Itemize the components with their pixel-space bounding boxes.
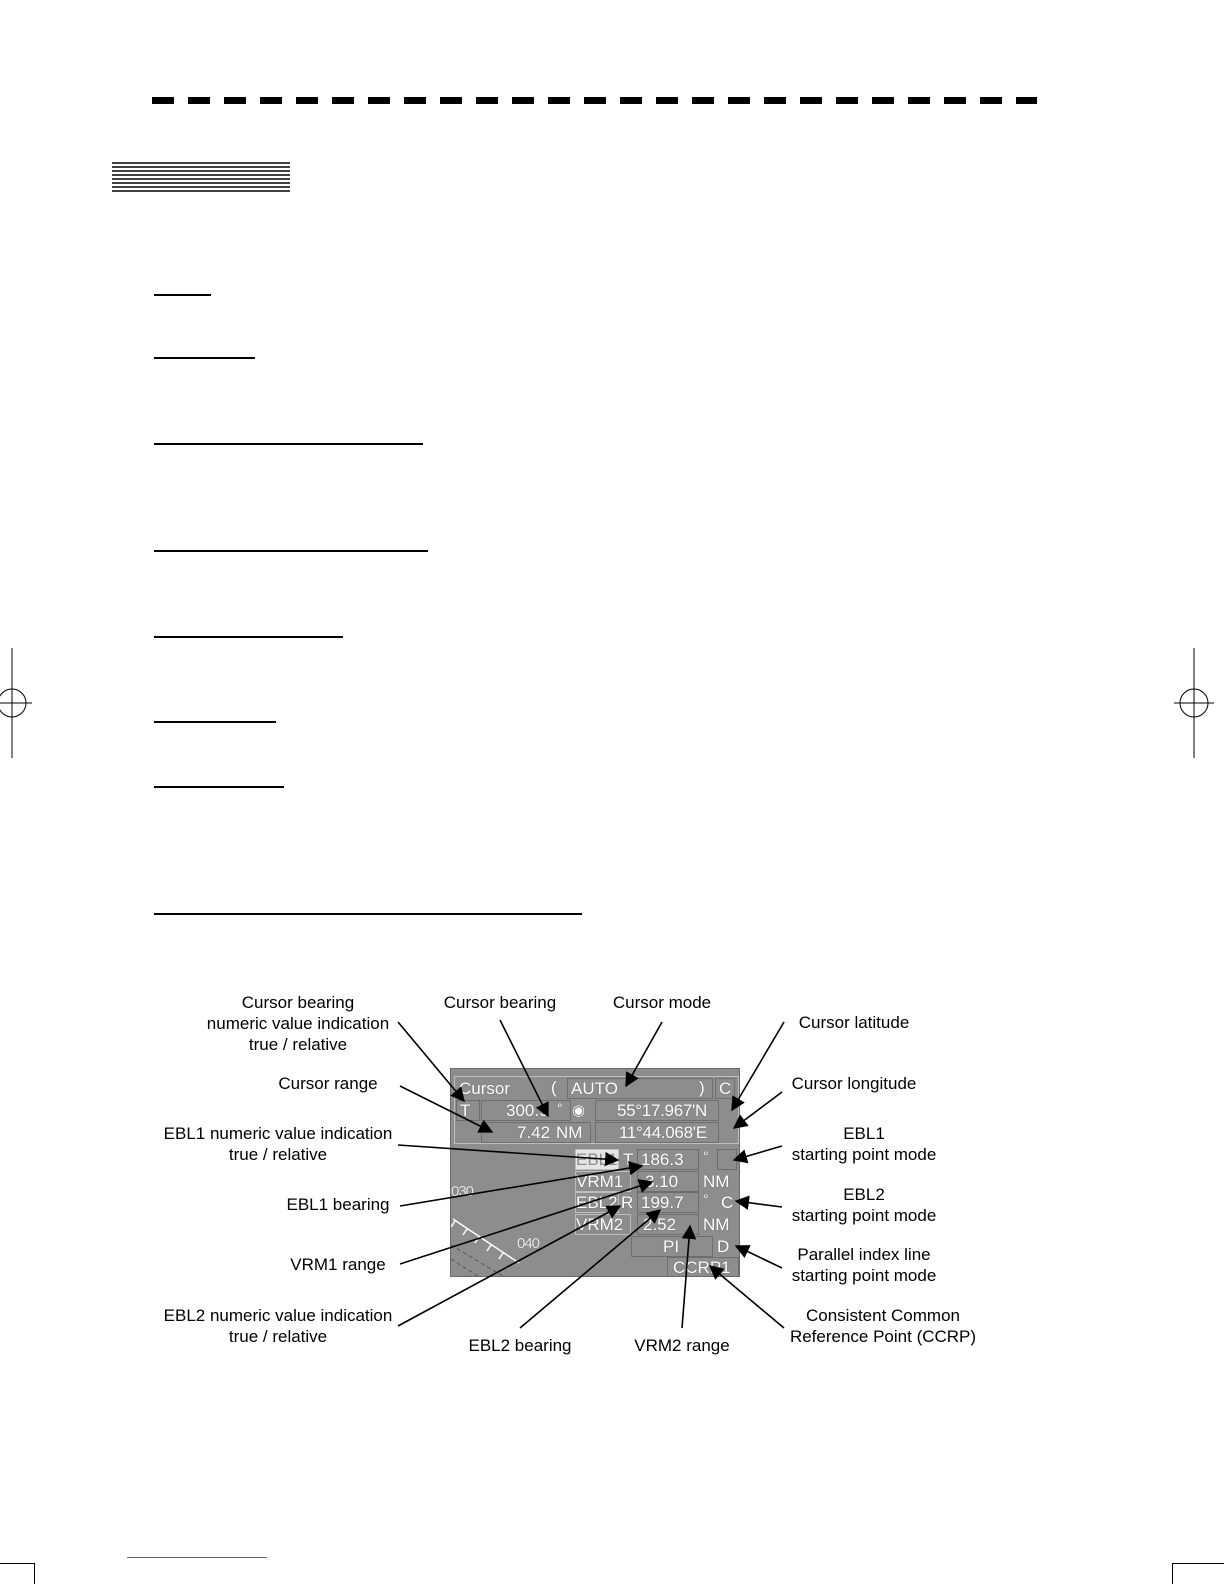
arrow-ebl1-tr [398,1145,618,1160]
ebl2-degree: ° [703,1191,709,1207]
arrow-ccrp [710,1266,784,1328]
label-ebl1-true-relative: EBL1 numeric value indication true / relative [163,1124,393,1164]
label-cursor-longitude: Cursor longitude [791,1074,917,1093]
arrow-pi-start [736,1246,782,1268]
arrow-cursor-longitude [734,1092,782,1128]
cursor-label: Cursor [459,1079,511,1098]
vrm1-unit: NM [703,1172,730,1191]
arrow-vrm2-range [682,1226,690,1328]
label-ebl1-start-mode: EBL1 starting point mode [791,1124,937,1164]
ebl1-value: 186.3 [641,1150,684,1169]
label-ebl2-true-relative: EBL2 numeric value indication true / relative [163,1306,393,1346]
footer-rule [127,1557,267,1558]
ebl1-tr[interactable]: T [623,1150,634,1169]
pi-start-flag[interactable]: D [717,1237,730,1256]
cursor-longitude: 11°44.068'E [619,1123,707,1142]
cursor-bearing-degree: ° [557,1100,563,1116]
label-ebl2-bearing: EBL2 bearing [468,1336,572,1355]
label-vrm2-range: VRM2 range [634,1336,730,1355]
vrm1-label: VRM1 [576,1172,624,1191]
label-vrm1-range: VRM1 range [290,1255,386,1274]
arrow-ebl1-start [734,1146,782,1160]
pi-label: PI [663,1237,680,1256]
ebl2-start-flag[interactable]: C [721,1193,734,1212]
label-cursor-latitude: Cursor latitude [798,1013,910,1032]
cursor-latitude: 55°17.967'N [617,1101,707,1120]
arrow-ebl2-tr [398,1206,620,1326]
ebl2-tr[interactable]: R [621,1193,634,1212]
label-ebl1-bearing: EBL1 bearing [286,1195,390,1214]
cursor-range-unit: NM [556,1123,583,1142]
cursor-bearing-tr[interactable]: T [460,1101,471,1120]
cursor-mode-flag: C [719,1079,732,1098]
vrm2-label: VRM2 [576,1215,624,1234]
vrm2-value: 2.52 [643,1215,677,1234]
arrow-cursor-range [400,1086,492,1132]
cursor-paren-open: ( [551,1078,557,1097]
footer-corner-right [1172,1563,1224,1584]
ebl1-label: EBL1 [576,1150,618,1169]
scale-label-040: 040 [517,1235,540,1252]
arrow-vrm1-range [400,1182,652,1264]
label-ccrp: Consistent Common Reference Point (CCRP) [789,1306,977,1346]
cursor-target-icon: ◉ [572,1102,586,1119]
cursor-bearing-value: 300.9 [506,1101,549,1120]
scale-label-030: 030 [451,1183,474,1200]
label-ebl2-start-mode: EBL2 starting point mode [791,1185,937,1225]
arrow-ebl2-bearing [520,1210,660,1328]
arrow-ebl2-start [736,1201,782,1207]
footer-corner-left [0,1563,35,1584]
vrm1-value: 3.10 [645,1172,679,1191]
cursor-range-value: 7.42 [517,1123,551,1142]
ebl2-value: 199.7 [641,1193,684,1212]
label-cursor-bearing: Cursor bearing [443,993,557,1012]
label-cursor-range: Cursor range [278,1074,378,1093]
label-pi-start-mode: Parallel index line starting point mode [791,1245,937,1285]
vrm2-unit: NM [703,1215,730,1234]
cursor-mode-value[interactable]: AUTO [571,1079,618,1098]
arrow-ebl1-bearing [400,1166,642,1206]
ebl2-label: EBL2 [576,1193,618,1212]
ebl1-degree: ° [703,1148,709,1164]
label-cursor-bearing-true-relative: Cursor bearing numeric value indication true / relative [206,993,390,1054]
cursor-paren-close: ) [699,1078,705,1097]
arrow-cursor-bearing [500,1020,548,1116]
ccrp-label: CCRP1 [673,1258,731,1277]
label-cursor-mode: Cursor mode [612,993,712,1012]
arrow-cursor-mode [626,1022,662,1086]
